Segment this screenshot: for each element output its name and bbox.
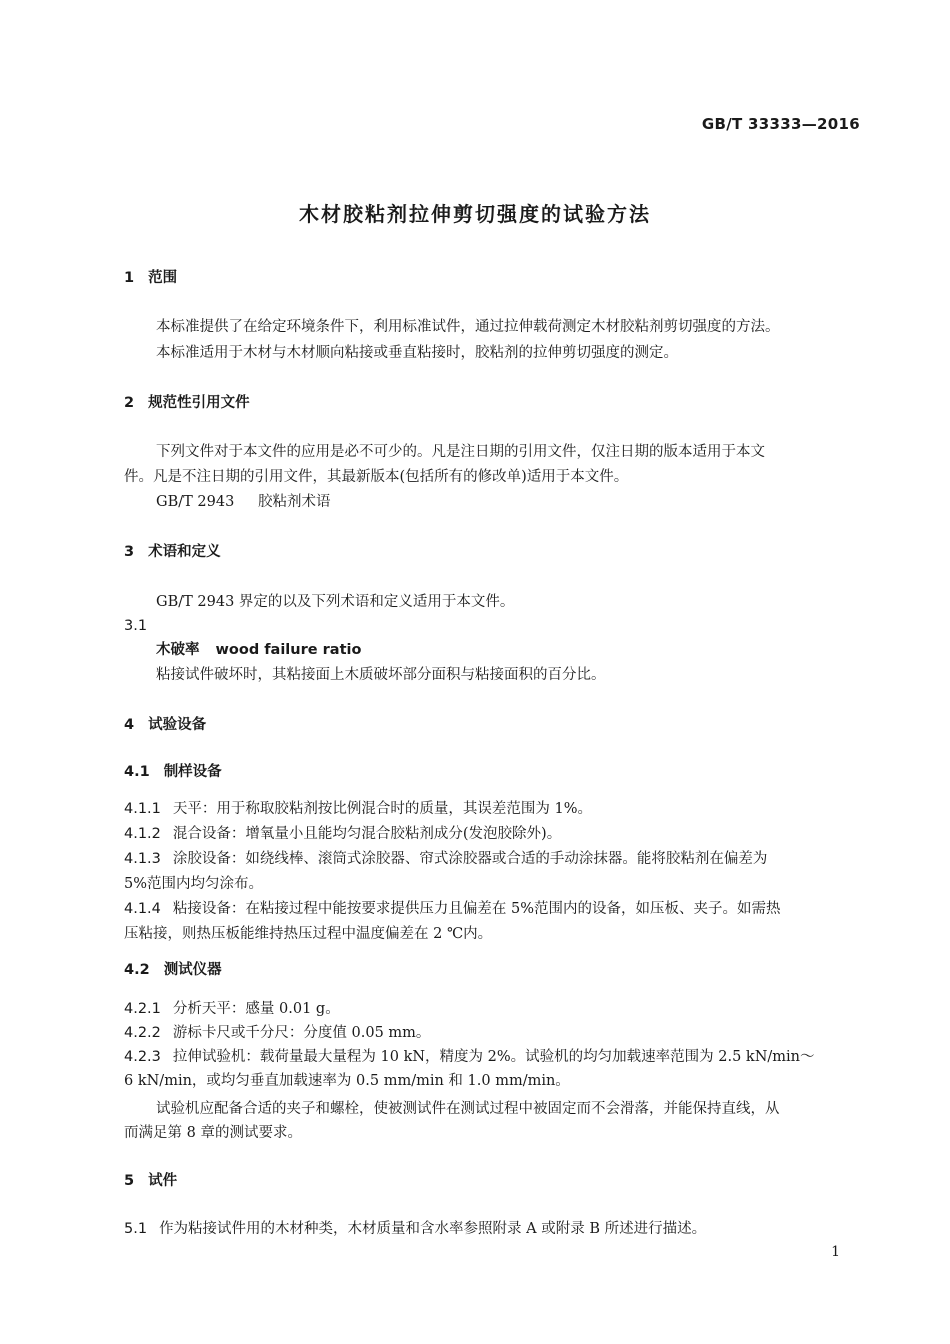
section-4-paragraph-line-1: 试验机应配备合适的夹子和螺栓，使被测试件在测试过程中被固定而不会滑落，并能保持直线，从 [156,1101,780,1117]
item-number: 4.1.4 [124,901,161,917]
item-text: 作为粘接试件用的木材种类，木材质量和含水率参照附录 A 或附录 B 所述进行描述。 [159,1221,707,1237]
item-4-1-2 [124,822,864,847]
item-text: 涂胶设备：如绕线棒、滚筒式涂胶器、帘式涂胶器或合适的手动涂抹器。能将胶粘剂在偏差为 [172,851,768,867]
item-number: 4.1.3 [124,851,161,867]
item-4-1-4-continued: 压粘接，则热压板能维持热压过程中温度偏差在 2 ℃内。 [124,926,493,942]
item-4-1-3 [124,847,864,872]
reference-title: 胶粘剂术语 [258,494,331,510]
item-text: 拉伸试验机：载荷量最大量程为 10 kN，精度为 2%。试验机的均匀加载速率范围为 2.5 kN/min～ [172,1049,815,1065]
document-title: 木材胶粘剂拉伸剪切强度的试验方法 [299,202,651,226]
item-text: 天平：用于称取胶粘剂按比例混合时的质量，其误差范围为 1%。 [172,801,593,817]
item-4-1-4 [124,897,864,922]
clause-number: 4.2 [124,962,150,978]
section-title: 试件 [148,1173,178,1189]
page-number: 1 [831,1244,840,1260]
normative-reference [124,490,896,515]
clause-4-2-heading [124,958,864,983]
item-text: 分析天平：感量 0.01 g。 [172,1001,340,1017]
section-3-heading [124,540,864,565]
section-title: 试验设备 [148,717,207,733]
term-entry [124,638,896,663]
standard-number: GB/T 33333—2016 [701,115,860,133]
item-4-1-1 [124,797,864,822]
item-4-2-3 [124,1045,864,1070]
item-4-2-2 [124,1021,864,1046]
item-text: 混合设备：增氧量小且能均匀混合胶粘剂成分(发泡胶除外)。 [172,826,562,842]
item-4-1-3-continued: 5%范围内均匀涂布。 [124,876,264,892]
section-number: 3 [124,544,135,560]
item-number: 4.1.2 [124,826,161,842]
section-2-paragraph-line-1: 下列文件对于本文件的应用是必不可少的。凡是注日期的引用文件，仅注日期的版本适用于本文 [156,444,765,460]
clause-number: 4.1 [124,764,150,780]
item-number: 5.1 [124,1221,148,1237]
item-4-2-3-continued: 6 kN/min，或均匀垂直加载速率为 0.5 mm/min 和 1.0 mm/min。 [124,1073,570,1089]
section-2-paragraph-line-2: 件。凡是不注日期的引用文件，其最新版本(包括所有的修改单)适用于本文件。 [124,469,629,485]
item-number: 4.1.1 [124,801,161,817]
section-4-heading [124,713,864,738]
item-text: 游标卡尺或千分尺：分度值 0.05 mm。 [172,1025,431,1041]
section-number: 1 [124,270,135,286]
section-number: 2 [124,395,135,411]
section-title: 规范性引用文件 [148,395,250,411]
section-1-heading [124,266,864,291]
reference-code: GB/T 2943 [156,494,235,510]
section-number: 4 [124,717,135,733]
section-1-paragraph-1: 本标准提供了在给定环境条件下，利用标准试件，通过拉伸载荷测定木材胶粘剂剪切强度的方法。 [156,319,780,335]
item-5-1 [124,1217,864,1242]
section-4-paragraph-line-2: 而满足第 8 章的测试要求。 [124,1125,302,1141]
term-english: wood failure ratio [215,642,362,658]
section-1-paragraph-2: 本标准适用于木材与木材顺向粘接或垂直粘接时，胶粘剂的拉伸剪切强度的测定。 [156,345,678,361]
section-title: 范围 [148,270,178,286]
item-4-2-1 [124,997,864,1022]
item-number: 4.2.2 [124,1025,161,1041]
section-title: 术语和定义 [148,544,221,560]
term-definition: 粘接试件破坏时，其粘接面上木质破坏部分面积与粘接面积的百分比。 [156,667,606,683]
item-text: 粘接设备：在粘接过程中能按要求提供压力且偏差在 5%范围内的设备，如压板、夹子。如需热 [172,901,781,917]
section-3-paragraph: GB/T 2943 界定的以及下列术语和定义适用于本文件。 [156,594,515,610]
term-chinese: 木破率 [156,642,200,658]
clause-title: 制样设备 [163,764,222,780]
item-number: 4.2.3 [124,1049,161,1065]
section-5-heading [124,1169,864,1194]
section-number: 5 [124,1173,135,1189]
clause-title: 测试仪器 [163,962,222,978]
clause-3-1-number: 3.1 [124,618,148,634]
item-number: 4.2.1 [124,1001,161,1017]
clause-4-1-heading [124,760,864,785]
section-2-heading [124,391,864,416]
